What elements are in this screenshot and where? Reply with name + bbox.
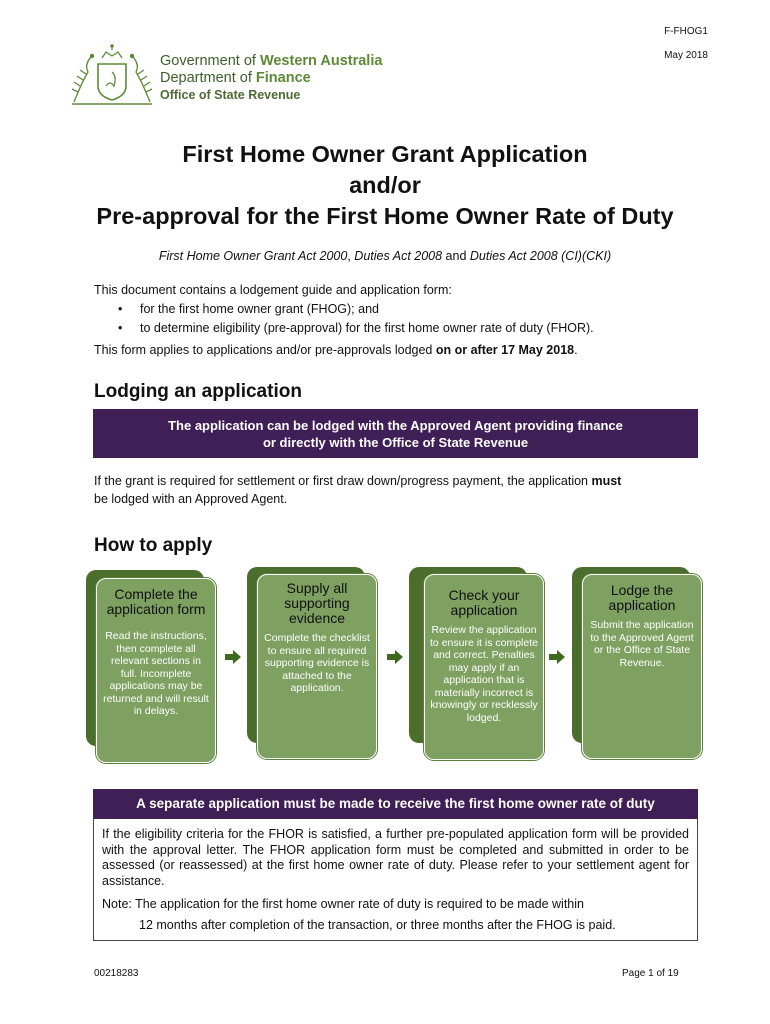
org-line2-bold: Finance	[255, 70, 311, 86]
grant-note-suffix: be lodged with an Approved Agent.	[94, 492, 288, 506]
form-code: F-FHOG1	[664, 26, 708, 37]
intro-lead: This document contains a lodgement guide and application form:	[94, 283, 452, 297]
arrow-right-icon	[225, 650, 241, 664]
grant-note-must: must	[591, 474, 622, 488]
step-check-application	[424, 574, 544, 760]
lodging-banner	[93, 409, 698, 458]
act-fhog: First Home Owner Grant Act 2000	[158, 249, 348, 263]
grant-settlement-note	[94, 472, 694, 508]
wa-coat-of-arms-icon	[68, 42, 156, 108]
title-line1: First Home Owner Grant Application	[182, 141, 588, 167]
org-line2-prefix: Department of	[160, 70, 256, 86]
org-line1-prefix: Government of	[160, 53, 260, 69]
fhor-note-line2: 12 months after completion of the transaction, or three months after the FHOG is paid.	[139, 918, 616, 932]
page-title	[0, 139, 770, 232]
legislation-line	[0, 249, 770, 263]
step-2-body: Complete the checklist to ensure all required supporting evidence is attached to the application.	[264, 632, 370, 694]
arrow-right-icon	[549, 650, 565, 664]
intro-bullet-fhog: • for the first home owner grant (FHOG); and	[94, 300, 694, 319]
fhor-paragraph: If the eligibility criteria for the FHOR is satisfied, a further pre-populated application form will be provided with the approval letter. The FHOR application form must be completed and submitted in order to be assessed (or reassessed) at the first home owner rate of duty. Please refer to your settlement agent for assistance.	[102, 827, 689, 888]
lodging-banner-line2: or directly with the Office of State Revenue	[262, 435, 529, 450]
page-number: Page 1 of 19	[622, 968, 679, 979]
act-sep1: ,	[347, 249, 355, 263]
applies-statement	[94, 343, 578, 357]
act-sep2: and	[442, 249, 470, 263]
step-3-title: Check your application	[448, 587, 520, 618]
title-line2: and/or	[349, 172, 421, 198]
arrow-right-icon	[387, 650, 403, 664]
fhor-note-line1: Note: The application for the first home owner rate of duty is required to be made within	[102, 897, 584, 911]
step-4-body: Submit the application to the Approved Agent or the Office of State Revenue.	[590, 619, 694, 669]
applies-suffix: .	[574, 343, 578, 357]
org-line1-bold: Western Australia	[259, 53, 383, 69]
lodging-heading: Lodging an application	[94, 381, 302, 402]
applies-prefix: This form applies to applications and/or pre-approvals lodged	[94, 343, 436, 357]
step-2-title: Supply all supporting evidence	[284, 580, 350, 626]
step-lodge-application	[582, 574, 702, 759]
intro-section	[94, 281, 694, 338]
lodging-banner-line1: The application can be lodged with the Approved Agent providing finance	[168, 418, 623, 433]
step-supply-evidence	[257, 574, 377, 759]
organisation-name	[160, 53, 382, 104]
how-to-apply-heading: How to apply	[94, 535, 213, 556]
document-id: 00218283	[94, 968, 139, 979]
form-date: May 2018	[664, 50, 708, 61]
fhor-banner: A separate application must be made to receive the first home owner rate of duty	[93, 789, 698, 819]
act-duties: Duties Act 2008	[354, 249, 443, 263]
grant-note-prefix: If the grant is required for settlement or first draw down/progress payment, the application	[94, 474, 592, 488]
step-1-title: Complete the application form	[106, 586, 206, 617]
step-3-body: Review the application to ensure it is complete and correct. Penalties may apply if an application that is materially incorrect is knowingly or recklessly lodged.	[430, 624, 538, 724]
step-1-body: Read the instructions, then complete all relevant sections in full. Incomplete applications may be returned and will result in delays.	[103, 630, 209, 717]
step-4-title: Lodge the application	[608, 582, 676, 613]
intro-bullet-fhor: • to determine eligibility (pre-approval) for the first home owner rate of duty (FHOR).	[94, 319, 694, 338]
act-duties-ci: Duties Act 2008 (CI)(CKI)	[469, 249, 612, 263]
org-line3: Office of State Revenue	[160, 88, 301, 102]
step-complete-form	[96, 578, 216, 763]
fhor-info-box	[93, 819, 698, 941]
applies-date: on or after 17 May 2018	[435, 343, 575, 357]
title-line3: Pre-approval for the First Home Owner Rate of Duty	[96, 203, 674, 229]
